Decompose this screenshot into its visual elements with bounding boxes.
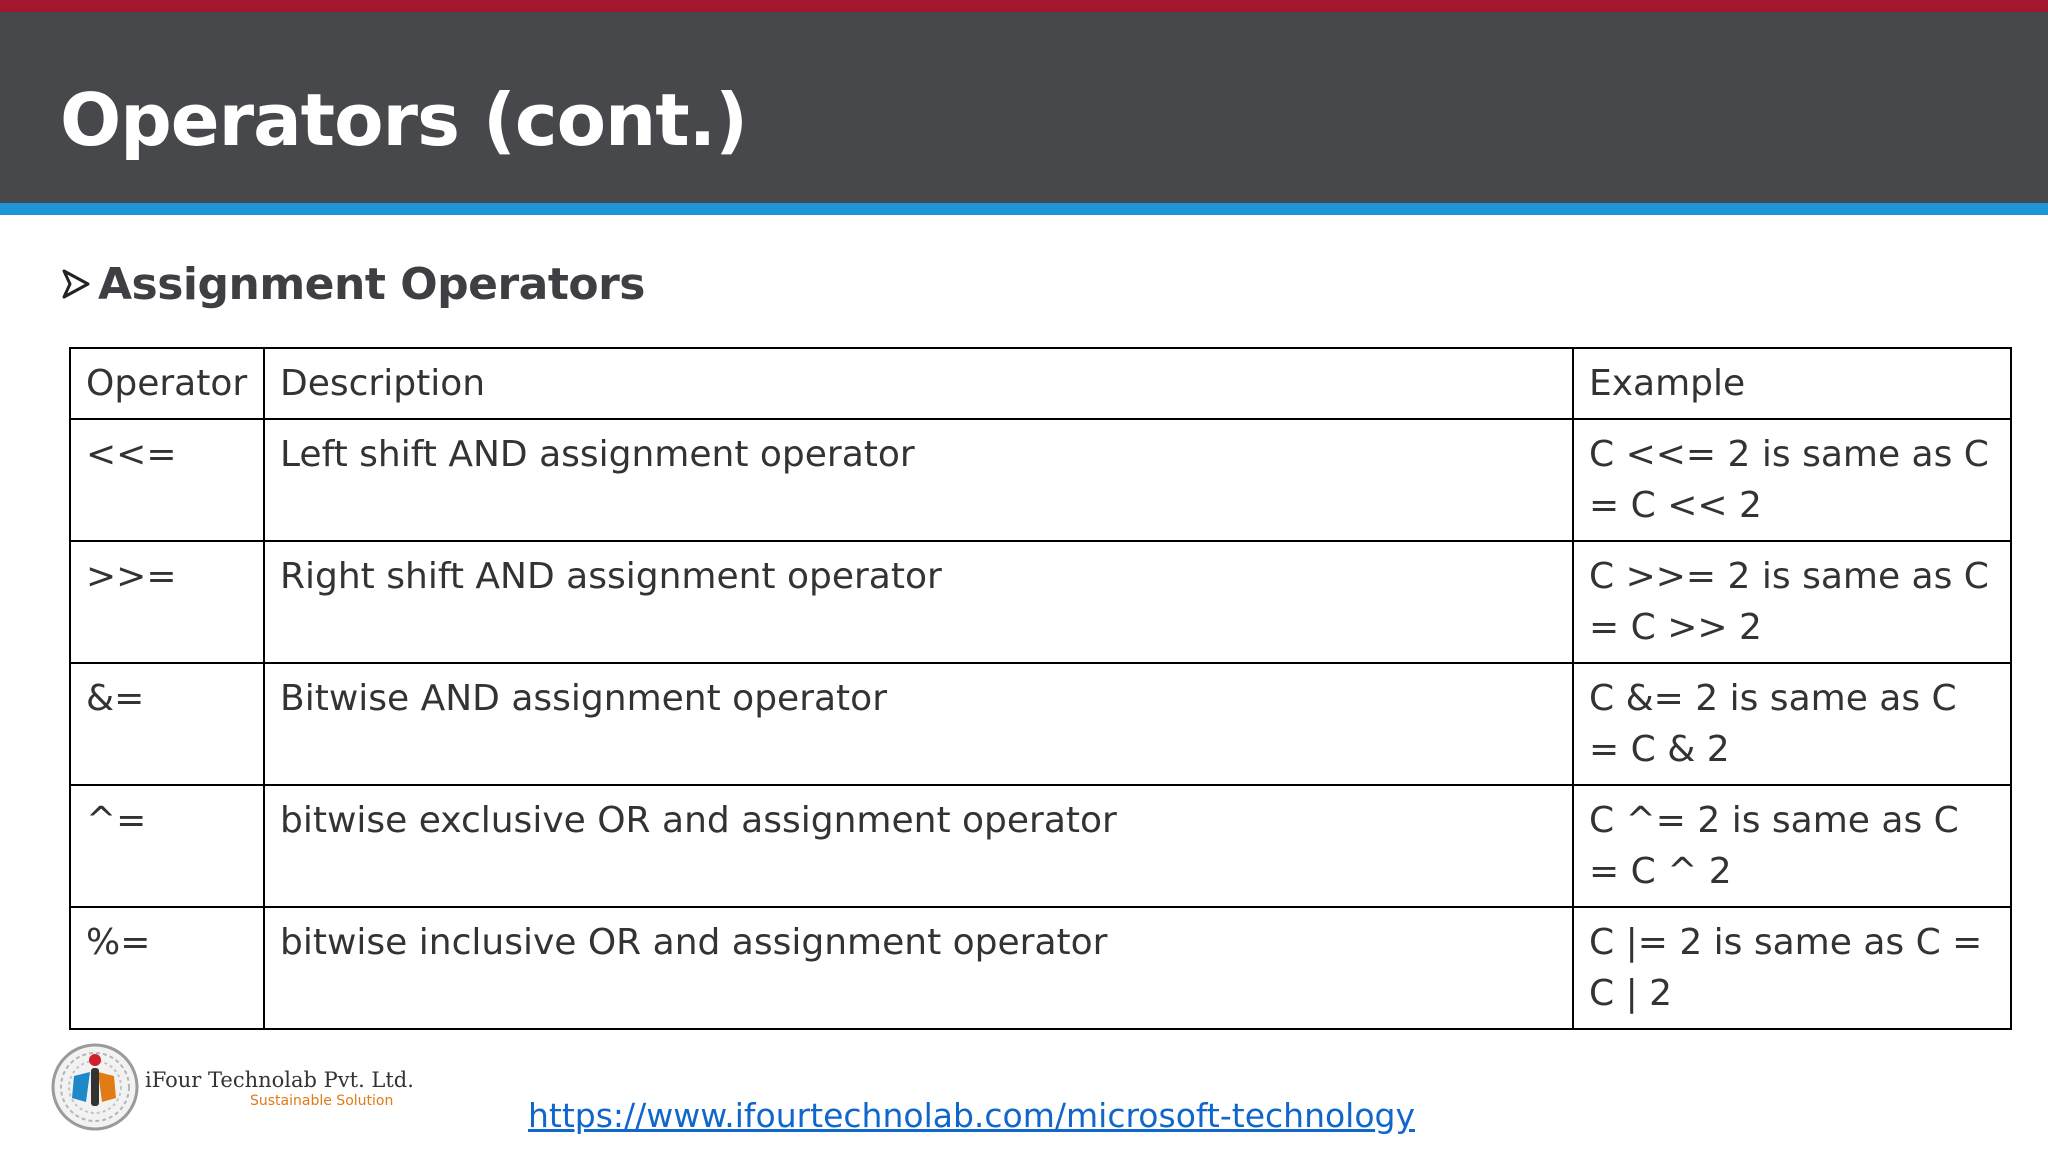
operators-table (69, 347, 2012, 1030)
description-cell: bitwise exclusive OR and assignment operator (264, 785, 1573, 907)
footer-link[interactable]: https://www.ifourtechnolab.com/microsoft-technology (528, 1096, 1416, 1135)
operator-cell: &= (70, 663, 264, 785)
title-underline (0, 203, 2048, 215)
table-row (70, 541, 2011, 663)
table-row (70, 419, 2011, 541)
example-cell: C >>= 2 is same as C = C >> 2 (1573, 541, 2011, 663)
operator-cell: >>= (70, 541, 264, 663)
title-banner (0, 12, 2048, 203)
description-cell: bitwise inclusive OR and assignment operator (264, 907, 1573, 1029)
header-operator: Operator (70, 348, 264, 419)
company-name: iFour Technolab Pvt. Ltd. (145, 1068, 414, 1092)
description-cell: Bitwise AND assignment operator (264, 663, 1573, 785)
operator-cell: %= (70, 907, 264, 1029)
example-cell: C &= 2 is same as C = C & 2 (1573, 663, 2011, 785)
example-cell: C <<= 2 is same as C = C << 2 (1573, 419, 2011, 541)
table-row (70, 663, 2011, 785)
table-row (70, 907, 2011, 1029)
section-heading (62, 254, 645, 314)
company-tagline: Sustainable Solution (250, 1093, 394, 1109)
page-title: Operators (cont.) (60, 78, 747, 162)
ifour-logo-icon (50, 1042, 140, 1132)
description-cell: Right shift AND assignment operator (264, 541, 1573, 663)
example-cell: C ^= 2 is same as C = C ^ 2 (1573, 785, 2011, 907)
description-cell: Left shift AND assignment operator (264, 419, 1573, 541)
header-description: Description (264, 348, 1573, 419)
top-accent-strip (0, 0, 2048, 12)
example-cell: C |= 2 is same as C = C | 2 (1573, 907, 2011, 1029)
section-title: Assignment Operators (98, 258, 645, 310)
operator-cell: ^= (70, 785, 264, 907)
header-example: Example (1573, 348, 2011, 419)
table-header-row (70, 348, 2011, 419)
table-row (70, 785, 2011, 907)
arrow-bullet-icon (62, 269, 90, 299)
operator-cell: <<= (70, 419, 264, 541)
